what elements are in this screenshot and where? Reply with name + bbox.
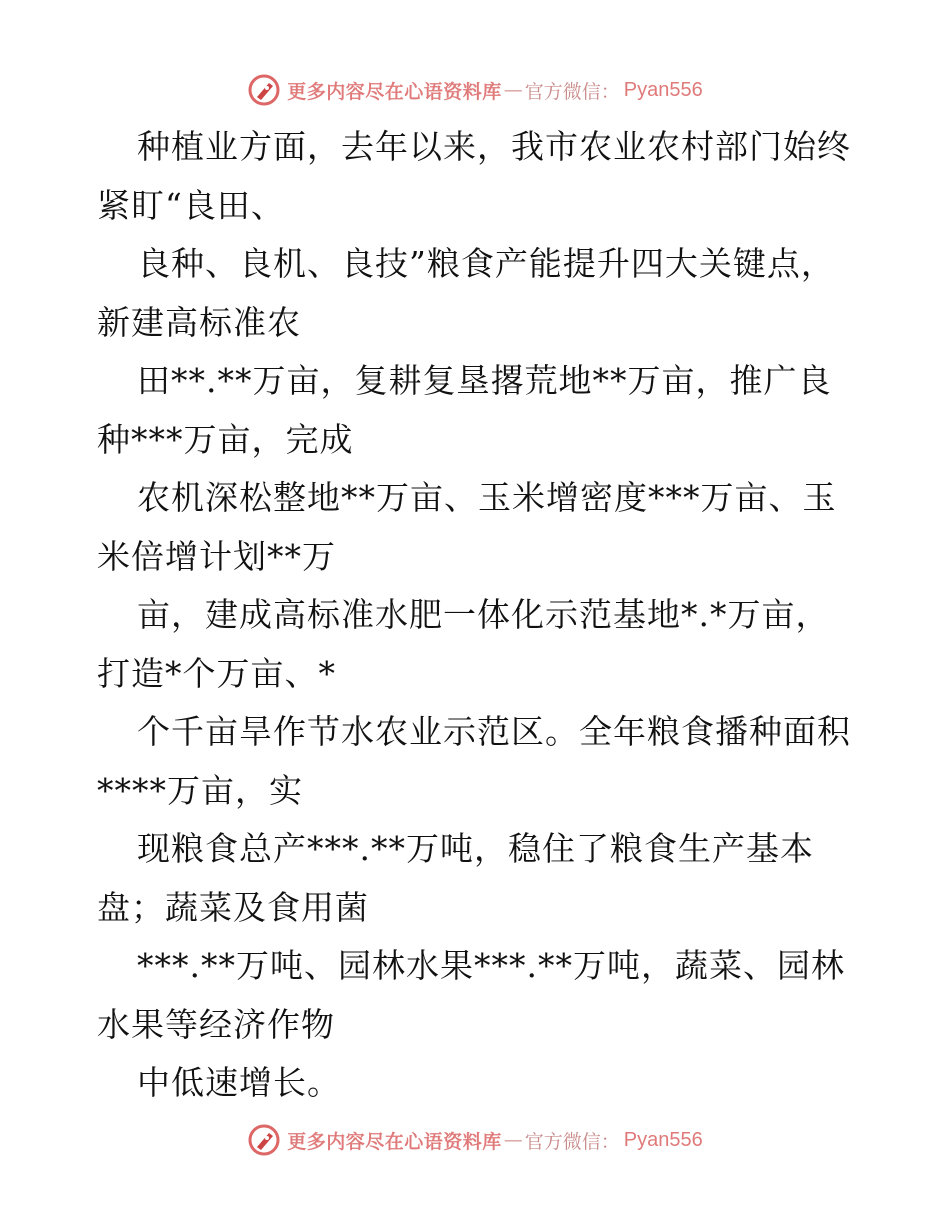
- text-line: 紧盯“良田、: [97, 185, 285, 225]
- text-line: 新建高标准农: [97, 302, 301, 342]
- pen-nib-circle-icon: [247, 73, 281, 107]
- footer-banner: [0, 1120, 950, 1160]
- text-line: 米倍增计划**万: [97, 536, 336, 576]
- text-line: 种植业方面，去年以来，我市农业农村部门始终: [137, 127, 851, 166]
- text-line: ***.**万吨、园林水果***.**万吨，蔬菜、园林: [137, 946, 845, 985]
- text-line: 亩，建成高标准水肥一体化示范基地*.*万亩，: [137, 595, 830, 634]
- document-body: [97, 118, 867, 1113]
- wechat-id: Pyan556: [623, 78, 703, 101]
- text-line: ****万亩，实: [97, 770, 303, 810]
- text-line: 农机深松整地**万亩、玉米增密度***万亩、玉: [137, 478, 837, 517]
- official-label: 官方微信：: [524, 80, 620, 103]
- text-line: 中低速增长。: [137, 1063, 341, 1102]
- text-line: 打造*个万亩、*: [97, 653, 336, 693]
- wechat-id: Pyan556: [623, 1128, 703, 1151]
- pen-nib-circle-icon: [247, 1123, 281, 1157]
- promo-text: 更多内容尽在心语资料库: [287, 80, 502, 103]
- text-line: 现粮食总产***.**万吨，稳住了粮食生产基本: [137, 829, 814, 868]
- official-label: 官方微信：: [524, 1130, 620, 1153]
- header-banner: [0, 70, 950, 110]
- banner-separator: —: [503, 1129, 523, 1151]
- banner-separator: —: [503, 79, 523, 101]
- text-line: 水果等经济作物: [97, 1004, 335, 1044]
- text-line: 田**.**万亩，复耕复垦撂荒地**万亩，推广良: [137, 361, 832, 400]
- text-line: 良种、良机、良技”粮食产能提升四大关键点，: [137, 244, 835, 283]
- text-line: 种***万亩，完成: [97, 419, 354, 459]
- promo-text: 更多内容尽在心语资料库: [287, 1130, 502, 1153]
- text-line: 个千亩旱作节水农业示范区。全年粮食播种面积: [137, 712, 851, 751]
- text-line: 盘；蔬菜及食用菌: [97, 887, 369, 927]
